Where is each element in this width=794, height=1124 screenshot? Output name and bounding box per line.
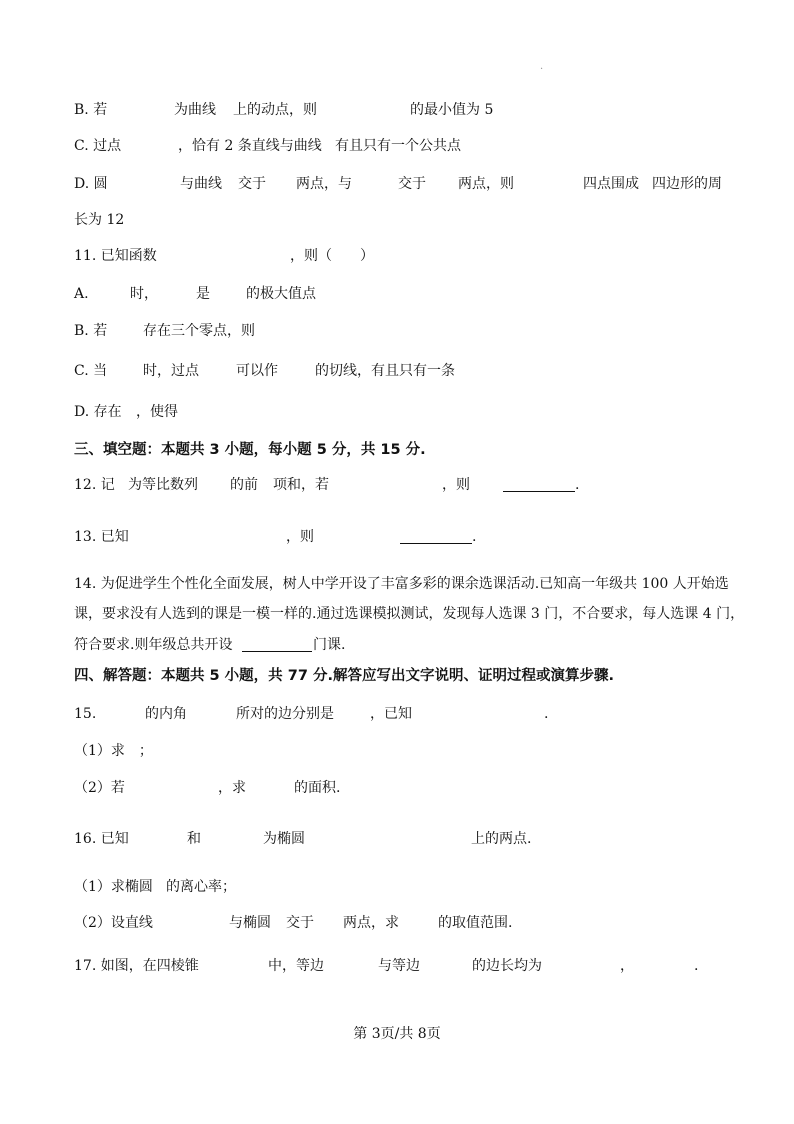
question-13: ，则	[286, 529, 314, 545]
question-13: .	[472, 529, 477, 545]
question-12: ，则	[442, 477, 470, 493]
question-14: 门课.	[313, 637, 346, 653]
question-15-part-2: 的面积.	[294, 780, 341, 796]
question-14: 课，要求没有人选到的课是一模一样的.通过选课模拟测试，发现每人选课 3 门，不合要求，每人选课 4 门，	[74, 606, 745, 622]
scan-dot: ·	[540, 64, 544, 75]
q11-option-a: A.	[74, 286, 89, 302]
question-15: ，已知	[370, 706, 412, 722]
question-17: ，	[620, 958, 634, 974]
question-15-part-1: （1）求 ；	[74, 743, 153, 759]
answer-blank-14	[242, 651, 312, 652]
question-16: 和	[187, 831, 201, 847]
option-d-label: D. 圆	[74, 176, 108, 192]
option-b-label: B. 若	[74, 102, 108, 118]
question-12: 为等比数列	[128, 477, 198, 493]
page-number-footer: 第 3页/共 8页	[353, 1026, 441, 1042]
q11-option-c: C. 当	[74, 363, 108, 379]
question-13: 13. 已知	[74, 529, 129, 545]
q11-option-a: 时，	[130, 286, 158, 302]
option-d-text: 两点，与	[296, 176, 352, 192]
question-17: 17. 如图，在四棱锥	[74, 958, 199, 974]
option-b-text: 的最小值为 5	[410, 102, 494, 118]
section-4-heading: 四、解答题：本题共 5 小题，共 77 分.解答应写出文字说明、证明过程或演算步骤.	[74, 668, 614, 684]
option-b-text: 为曲线	[174, 102, 216, 118]
question-15: 所对的边分别是	[236, 706, 334, 722]
question-17: 中，等边	[268, 958, 324, 974]
question-15: 的内角	[145, 706, 187, 722]
question-15-part-2: ，求	[218, 780, 246, 796]
question-17: .	[694, 958, 699, 974]
question-16-part-2: （2）设直线	[74, 915, 153, 931]
question-12: 12. 记	[74, 477, 115, 493]
option-d-text: 两点，则	[458, 176, 514, 192]
question-14: 14. 为促进学生个性化全面发展，树人中学开设了丰富多彩的课余选课活动.已知高一年级共 100 人开始选	[74, 576, 729, 592]
option-d-text: 四边形的周	[652, 176, 722, 192]
option-c-text: 有且只有一个公共点	[335, 138, 461, 154]
question-15: .	[544, 706, 549, 722]
q11-option-d: D. 存在	[74, 404, 122, 420]
question-16-part-2: 两点，求	[343, 915, 399, 931]
question-12: 项和，若	[273, 477, 329, 493]
q11-option-c: 可以作	[236, 363, 278, 379]
question-16-part-2: 交于	[286, 915, 314, 931]
question-16-part-1: 的离心率；	[166, 879, 236, 895]
question-16-part-2: 与椭圆	[229, 915, 271, 931]
q11-option-a: 的极大值点	[246, 286, 316, 302]
q11-option-b: 存在三个零点，则	[143, 323, 255, 339]
option-c-text: ，恰有 2 条直线与曲线	[178, 138, 322, 154]
option-d-text: 交于	[238, 176, 266, 192]
question-16: 上的两点.	[471, 831, 532, 847]
question-11-stem: ，则（ ）	[290, 248, 374, 264]
option-d-text: 四点围成	[583, 176, 639, 192]
question-12: .	[575, 477, 580, 493]
q11-option-c: 的切线，有且只有一条	[315, 363, 455, 379]
question-16-part-2: 的取值范围.	[438, 915, 513, 931]
question-16: 为椭圆	[263, 831, 305, 847]
q11-option-c: 时，过点	[143, 363, 199, 379]
option-d-text: 与曲线	[180, 176, 222, 192]
q11-option-d: ，使得	[136, 404, 178, 420]
question-15-part-2: （2）若	[74, 780, 125, 796]
option-d-text: 交于	[398, 176, 426, 192]
q11-option-b: B. 若	[74, 323, 108, 339]
question-15: 15.	[74, 706, 97, 722]
question-17: 的边长均为	[472, 958, 542, 974]
option-c-label: C. 过点	[74, 138, 122, 154]
answer-blank-13	[400, 543, 472, 544]
question-14: 符合要求.则年级总共开设	[74, 637, 233, 653]
option-b-text: 上的动点，则	[233, 102, 317, 118]
option-d-text-cont: 长为 12	[74, 212, 125, 228]
question-12: 的前	[230, 477, 258, 493]
question-16-part-1: （1）求椭圆	[74, 879, 153, 895]
section-3-heading: 三、填空题：本题共 3 小题，每小题 5 分，共 15 分.	[74, 442, 426, 458]
question-16: 16. 已知	[74, 831, 129, 847]
question-17: 与等边	[378, 958, 420, 974]
question-11-stem: 11. 已知函数	[74, 248, 157, 264]
q11-option-a: 是	[196, 286, 210, 302]
answer-blank-12	[503, 491, 575, 492]
